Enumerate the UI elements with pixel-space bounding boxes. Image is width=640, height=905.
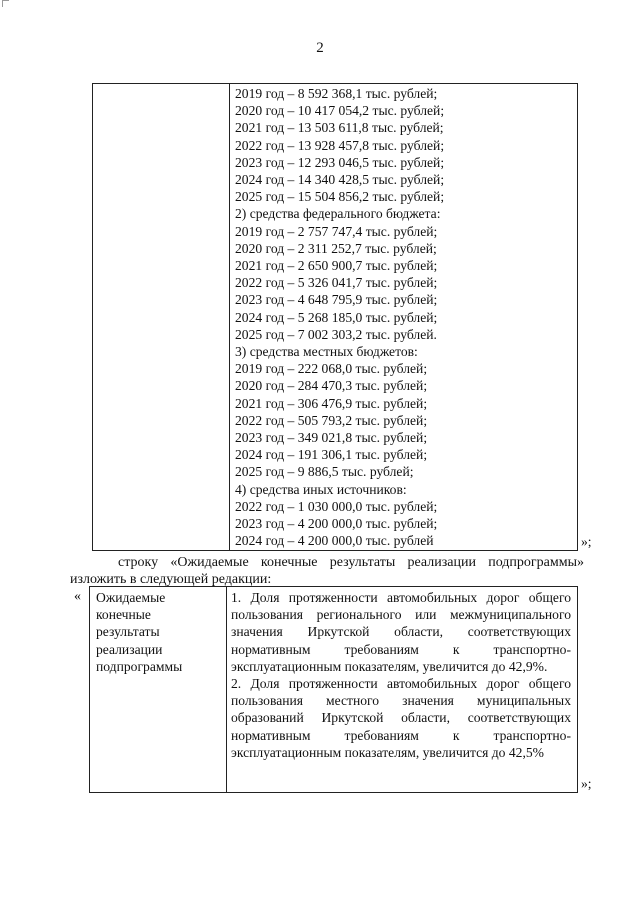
paragraph-line: строку «Ожидаемые конечные результаты реализации подпрограммы»: [118, 555, 584, 570]
funding-line: 2023 год – 4 648 795,9 тыс. рублей;: [235, 292, 438, 308]
funding-line: 2023 год – 4 200 000,0 тыс. рублей;: [235, 516, 438, 532]
funding-line: 2022 год – 1 030 000,0 тыс. рублей;: [235, 498, 438, 514]
funding-line: 3) средства местных бюджетов:: [235, 344, 418, 360]
results-text: [231, 589, 571, 761]
scan-corner-mark: [2, 0, 9, 7]
funding-line: 2022 год – 5 326 041,7 тыс. рублей;: [235, 275, 438, 291]
funding-line: 2019 год – 2 757 747,4 тыс. рублей;: [235, 223, 438, 239]
funding-line: 2025 год – 7 002 303,2 тыс. рублей.: [235, 326, 437, 342]
results-label: [96, 589, 222, 675]
closing-quote: »;: [581, 776, 592, 791]
result-item: 1. Доля протяженности автомобильных дорог общего пользования регионального или межмуниципального значения Иркутской области, соответствующих нормативным требованиям к транспортно-эксплуатационным показателям, увеличится до 42,9%.: [231, 590, 571, 674]
funding-line: 2020 год – 10 417 054,2 тыс. рублей;: [235, 103, 445, 119]
funding-line: 2019 год – 222 068,0 тыс. рублей;: [235, 361, 428, 377]
label-line: подпрограммы: [96, 658, 183, 674]
page-number: 2: [316, 40, 324, 56]
funding-line: 2021 год – 13 503 611,8 тыс. рублей;: [235, 120, 444, 136]
funding-line: 2022 год – 13 928 457,8 тыс. рублей;: [235, 137, 445, 153]
funding-line: 2021 год – 2 650 900,7 тыс. рублей;: [235, 258, 438, 274]
funding-line: 2023 год – 12 293 046,5 тыс. рублей;: [235, 154, 445, 170]
label-line: Ожидаемые: [96, 590, 166, 605]
funding-line: 2024 год – 4 200 000,0 тыс. рублей: [235, 533, 434, 549]
funding-line: 2022 год – 505 793,2 тыс. рублей;: [235, 412, 428, 428]
funding-line: 2019 год – 8 592 368,1 тыс. рублей;: [235, 86, 438, 101]
closing-quote: »;: [581, 534, 592, 549]
funding-lines: [235, 85, 575, 549]
funding-line: 2024 год – 14 340 428,5 тыс. рублей;: [235, 172, 445, 188]
funding-line: 2020 год – 2 311 252,7 тыс. рублей;: [235, 240, 437, 256]
funding-line: 2025 год – 15 504 856,2 тыс. рублей;: [235, 189, 445, 205]
funding-line: 2021 год – 306 476,9 тыс. рублей;: [235, 395, 428, 411]
funding-line: 2020 год – 284 470,3 тыс. рублей;: [235, 378, 428, 394]
label-line: реализации: [96, 641, 163, 657]
label-line: конечные: [96, 607, 151, 623]
funding-table: [92, 83, 578, 551]
funding-line: 2) средства федерального бюджета:: [235, 206, 441, 222]
opening-quote: «: [74, 589, 81, 604]
funding-line: 2023 год – 349 021,8 тыс. рублей;: [235, 430, 428, 446]
results-table: [89, 586, 578, 793]
result-item: 2. Доля протяженности автомобильных дорог общего пользования местного значения муниципальных образований Иркутской области, соответствующих нормативным требованиям к транспортно-эксплуатационным показателям, увеличится до 42,5%: [231, 676, 571, 760]
paragraph-line: изложить в следующей редакции:: [70, 572, 272, 587]
funding-line: 2025 год – 9 886,5 тыс. рублей;: [235, 464, 414, 480]
funding-line: 4) средства иных источников:: [235, 481, 407, 497]
table-column-divider: [229, 84, 230, 550]
label-line: результаты: [96, 624, 160, 640]
amendment-paragraph: [70, 554, 584, 571]
funding-line: 2024 год – 5 268 185,0 тыс. рублей;: [235, 309, 438, 325]
table-column-divider: [226, 587, 227, 792]
funding-line: 2024 год – 191 306,1 тыс. рублей;: [235, 447, 428, 463]
